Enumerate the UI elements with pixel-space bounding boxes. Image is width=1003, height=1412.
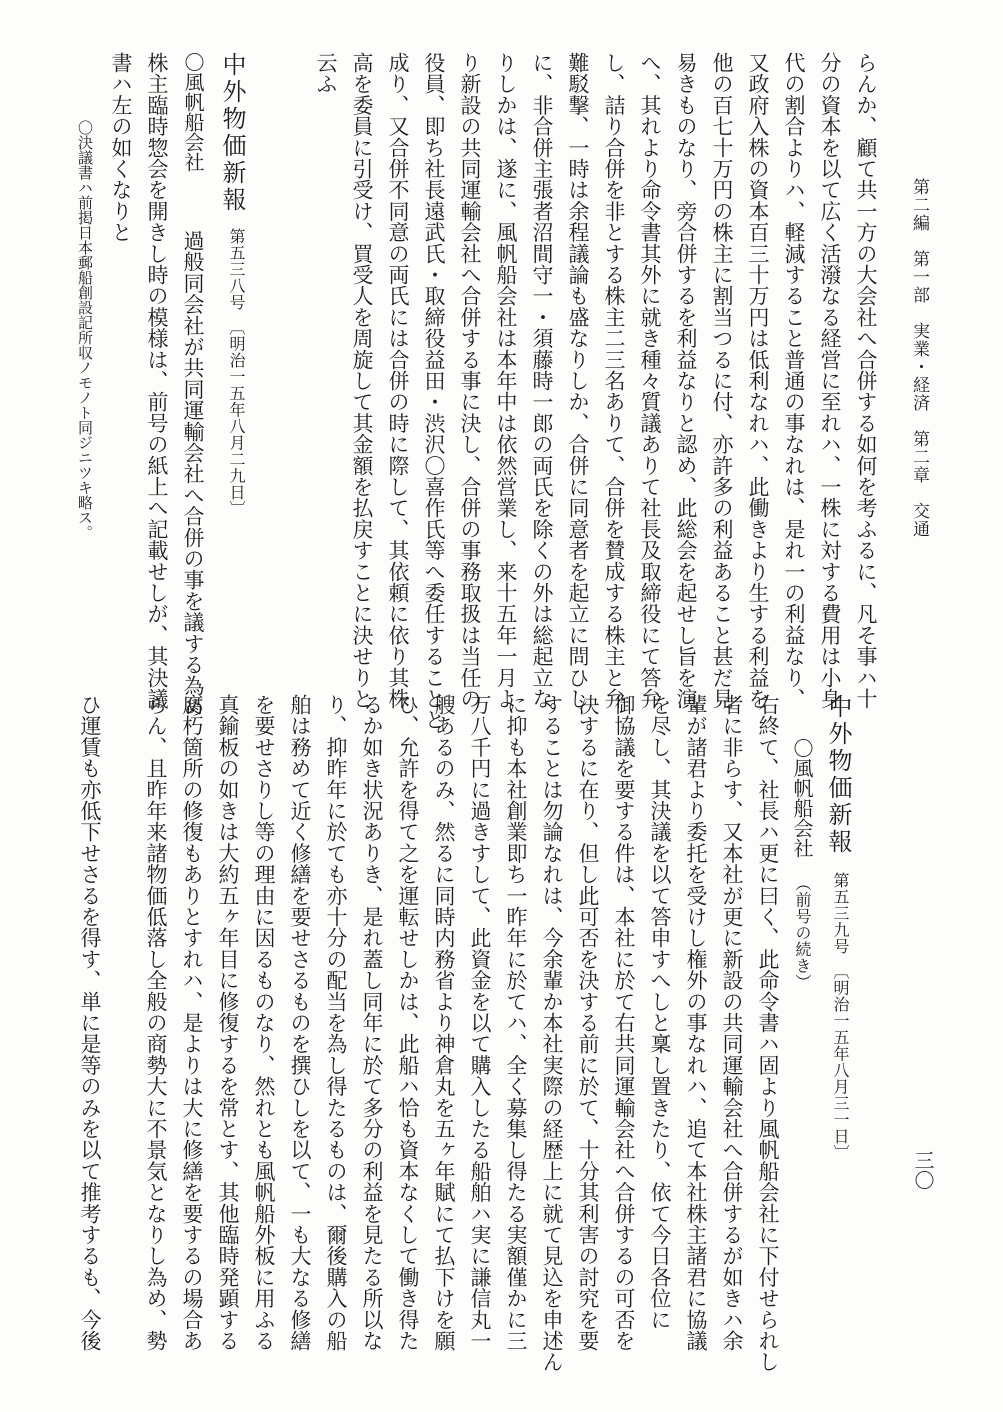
body-line: 過般同会社が共同運輸会社へ合併の事を議する為め — [181, 230, 205, 718]
body-line: 者に非らす、又本社が更に新設の共同運輸会社へ合併するが如きハ余 — [720, 694, 744, 1352]
body-line: 右終て、社長ハ更に曰く、此命令書ハ固より風帆船会社に下付せられし — [756, 694, 780, 1373]
body-line: に、非合併主張者沼間守一・須藤時一郎の両氏を除くの外は総起立な — [530, 52, 554, 710]
body-line: 代の割合よりハ、軽減すること普通の事なれは、是れ一の利益なり、 — [782, 52, 806, 710]
body-line: を要せさりし等の理由に因るものなり、然れとも風帆船外板に用ふる — [252, 694, 276, 1352]
body-line: 艘あるのみ、然るに同時内務省より神倉丸を五ヶ年賦にて払下けを願 — [432, 694, 456, 1352]
body-line: りしかは、遂に、風帆船会社は本年中は依然営業し、来十五年一月よ — [494, 52, 518, 710]
body-line: 役員、即ち社長遠武氏・取締役益田・渋沢〇喜作氏等へ委任することと — [422, 52, 446, 731]
body-line: に抑も本社創業即ち一昨年に於てハ、全く募集し得たる実額僅かに三 — [504, 694, 528, 1352]
body-line: 又政府入株の資本百三十万円は低利なれハ、此働きより生する利益を — [746, 52, 770, 710]
article-heading: 〇風帆船会社 — [181, 52, 205, 172]
article-heading: 〇風帆船会社 — [790, 738, 814, 858]
body-line: 高を委員に引受け、買受人を周旋して其金額を払戻すことに決せりと — [350, 52, 374, 710]
page-number: 三〇 — [911, 1150, 935, 1190]
body-line: 書ハ左の如くなりと — [109, 52, 133, 243]
newspaper-heading: 中外物価新報 — [218, 52, 246, 214]
body-line: 真鍮板の如きは大約五ヶ年目に修復するを常とす、其他臨時発顕する — [216, 694, 240, 1352]
body-line: 舶は務めて近く修繕を要せさるものを撰ひしを以て、一も大なる修繕 — [288, 694, 312, 1352]
body-line: 成り、又合併不同意の両氏には合併の時に際して、其依頼に依り其株 — [386, 52, 410, 710]
body-line: 云ふ — [314, 52, 338, 95]
body-line: へ、其れより命令書其外に就き種々質議ありて社長及取締役にて答弁 — [638, 52, 662, 710]
body-line: 輩が諸君より委托を受けし権外の事なれハ、追て本社株主諸君に協議 — [684, 694, 708, 1352]
body-line: 他の百七十万円の株主に割当つるに付、亦許多の利益あること甚だ見 — [710, 52, 734, 710]
issue-number: 第五三八号 〔明治一五年八月二九日〕 — [227, 228, 246, 517]
body-line: 株主臨時惣会を開きし時の模様は、前号の紙上へ記載せしが、其決議 — [145, 52, 169, 710]
body-line: 難駁撃、一時は余程議論も盛なりしか、合併に同意者を起立に問ひし — [566, 52, 590, 710]
body-line: り、抑昨年に於ても亦十分の配当を為し得たるものは、爾後購入の船 — [324, 694, 348, 1352]
body-line: ひ運賃も亦低下せさるを得す、単に是等のみを以て推考するも、今後 — [78, 694, 102, 1352]
body-line: 万八千円に過きすして、此資金を以て購入したる船舶ハ実に謙信丸一 — [468, 694, 492, 1352]
body-line: することは勿論なれは、今余輩か本社実際の経歴上に就て見込を申述ん — [540, 694, 564, 1373]
continuation-note: （前号の続き） — [793, 875, 812, 991]
body-line: 易きものなり、旁合併するを利益なりと認め、此総会を起せし旨を演 — [674, 52, 698, 710]
body-line: 決するに在り、但し此可否を決する前に於て、十分其利害の討究を要 — [576, 694, 600, 1352]
body-line: を尽し、其決議を以て答申すへしと稟し置きたり、依て今日各位に — [648, 694, 672, 1330]
newspaper-heading: 中外物価新報 — [824, 694, 852, 856]
issue-number: 第五三九号 〔明治一五年八月三一日〕 — [831, 872, 850, 1161]
footnote: 〇決議書ハ前掲日本郵船創設記所収ノモノト同ジニツキ略ス。 — [76, 120, 94, 540]
body-line: 腐朽箇所の修復もありとすれハ、是よりは大に修繕を要するの場合あ — [180, 694, 204, 1352]
body-line: らんか、顧て共一方の大会社へ合併する如何を考ふるに、凡そ事ハ十 — [854, 52, 878, 710]
body-line: 分の資本を以て広く活潑なる経営に至れハ、一株に対する費用は小身 — [818, 52, 842, 710]
running-head: 第二編 第一部 実業・経済 第二章 交通 — [909, 178, 929, 538]
body-line: 御協議を要する件は、本社に於て右共同運輸会社へ合併するの可否を — [612, 694, 636, 1352]
body-line: るか如き状況ありき、是れ蓋し同年に於て多分の利益を見たる所以な — [360, 694, 384, 1352]
body-line: し、詰り合併を非とする株主二三名ありて、合併を賛成する株主と弁 — [602, 52, 626, 710]
body-line: り新設の共同運輸会社へ合併する事に決し、合併の事務取扱は当任の — [458, 52, 482, 710]
body-line: ひ、允許を得て之を運転せしかは、此船ハ恰も資本なくして働き得た — [396, 694, 420, 1352]
body-line: らん、且昨年来諸物価低落し全般の商勢大に不景気となりし為め、勢 — [144, 694, 168, 1352]
